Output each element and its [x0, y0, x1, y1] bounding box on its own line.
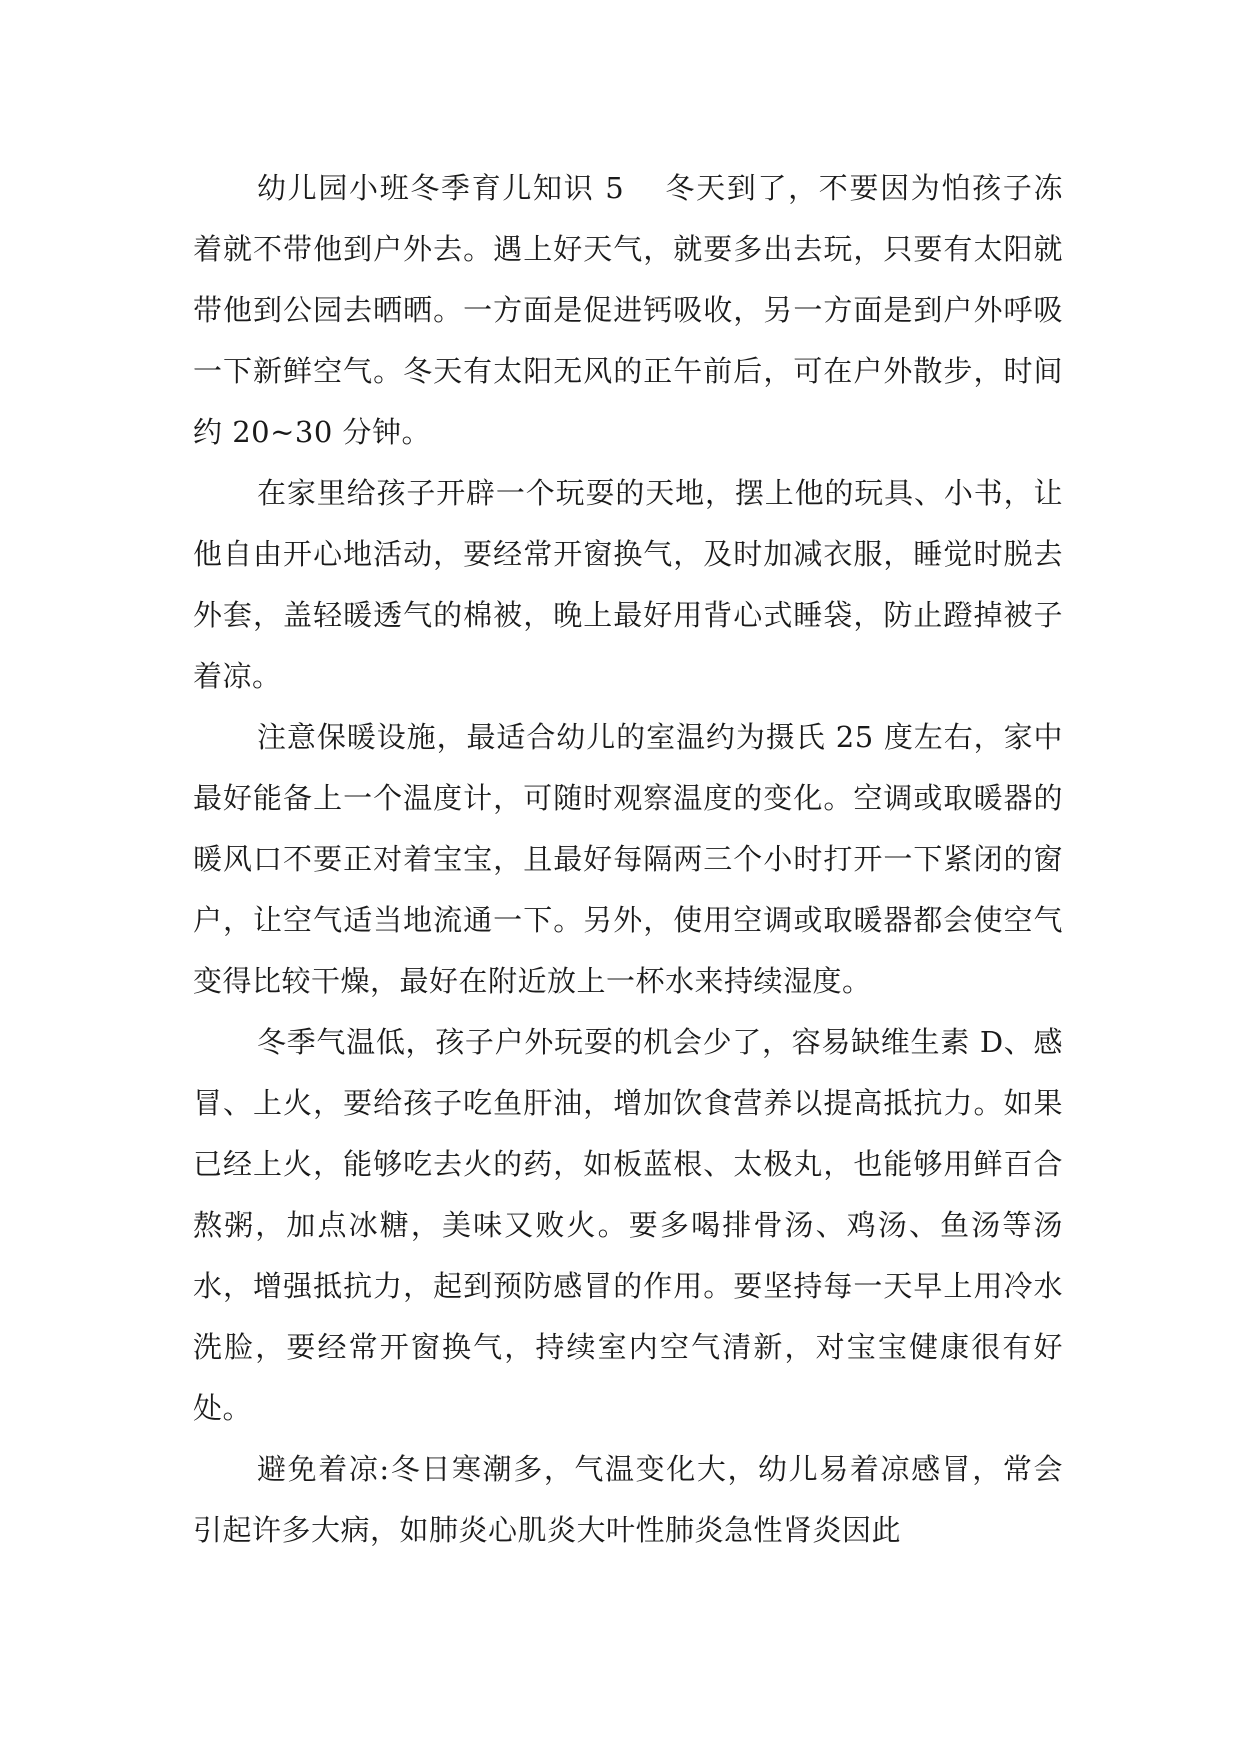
paragraph-1-text: 冬天到了，不要因为怕孩子冻着就不带他到户外去。遇上好天气，就要多出去玩，只要有太阳就带他到公园去晒晒。一方面是促进钙吸收，另一方面是到户外呼吸一下新鲜空气。冬天有太阳无风的正午前后，可在户外散步，时间约 20~30 分钟。: [193, 171, 1063, 449]
paragraph-1: [193, 158, 1063, 463]
paragraph-3: 注意保暖设施，最适合幼儿的室温约为摄氏 25 度左右，家中最好能备上一个温度计，可随时观察温度的变化。空调或取暖器的暖风口不要正对着宝宝，且最好每隔两三个小时打开一下紧闭的窗户，让空气适当地流通一下。另外，使用空调或取暖器都会使空气变得比较干燥，最好在附近放上一杯水来持续湿度。: [193, 720, 1063, 998]
document-title: 幼儿园小班冬季育儿知识 5: [257, 171, 625, 205]
paragraph-2: 在家里给孩子开辟一个玩耍的天地，摆上他的玩具、小书，让他自由开心地活动，要经常开窗换气，及时加减衣服，睡觉时脱去外套，盖轻暖透气的棉被，晚上最好用背心式睡袋，防止蹬掉被子着凉。: [193, 476, 1063, 693]
paragraph-4: 冬季气温低，孩子户外玩耍的机会少了，容易缺维生素 D、感冒、上火，要给孩子吃鱼肝油，增加饮食营养以提高抵抗力。如果已经上火，能够吃去火的药，如板蓝根、太极丸，也能够用鲜百合熬粥，加点冰糖，美味又败火。要多喝排骨汤、鸡汤、鱼汤等汤水，增强抵抗力，起到预防感冒的作用。要坚持每一天早上用冷水洗脸，要经常开窗换气，持续室内空气清新，对宝宝健康很有好处。: [193, 1025, 1063, 1425]
paragraph-5: 避免着凉:冬日寒潮多，气温变化大，幼儿易着凉感冒，常会引起许多大病，如肺炎心肌炎大叶性肺炎急性肾炎因此: [193, 1452, 1063, 1547]
document-body: [193, 158, 1063, 1561]
